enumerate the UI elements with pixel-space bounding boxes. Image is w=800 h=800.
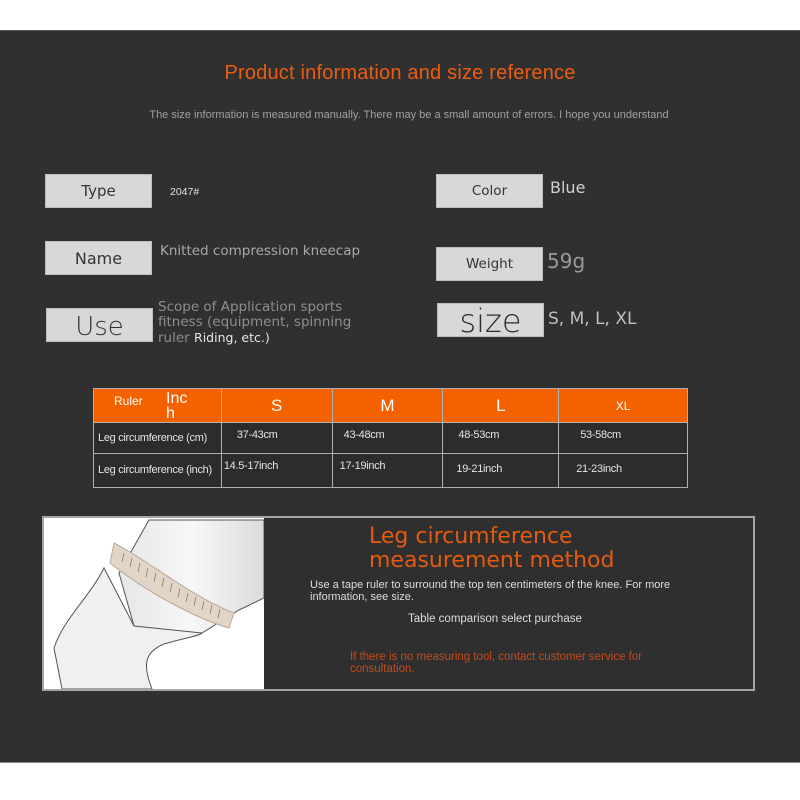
use-label: Use xyxy=(46,308,153,342)
method-title-line2: measurement method xyxy=(369,548,615,573)
cell-s-cm: 37-43cm xyxy=(221,423,332,454)
cell-s-inch: 14.5-17inch xyxy=(221,454,332,488)
method-title-line1: Leg circumference xyxy=(369,524,573,549)
size-value: S, M, L, XL xyxy=(548,309,637,329)
name-value: Knitted compression kneecap xyxy=(160,243,361,259)
method-note: If there is no measuring tool, contact customer service for consultation. xyxy=(350,651,643,675)
table-header-m: M xyxy=(332,389,443,423)
row-label-inch: Leg circumference (inch) xyxy=(94,454,222,488)
page-subtitle: The size information is measured manually. There may be a small amount of errors. I hope you understand xyxy=(149,109,669,121)
row-label-cm: Leg circumference (cm) xyxy=(94,423,222,454)
color-value: Blue xyxy=(550,178,586,197)
type-label: Type xyxy=(45,174,152,208)
page-title: Product information and size reference xyxy=(224,62,576,84)
size-table xyxy=(93,388,688,488)
method-comparison: Table comparison select purchase xyxy=(408,613,582,625)
cell-xl-cm: 53-58cm xyxy=(559,423,688,454)
color-label: Color xyxy=(436,174,543,208)
header-ruler: Ruler xyxy=(114,394,143,408)
knee-tape-icon xyxy=(44,518,264,689)
table-header-l: L xyxy=(443,389,559,423)
weight-value: 59g xyxy=(547,249,586,273)
table-header-xl: XL xyxy=(559,389,688,423)
use-value xyxy=(158,300,358,346)
product-info-panel xyxy=(0,30,800,763)
table-header-s: S xyxy=(221,389,332,423)
cell-m-inch: 17-19inch xyxy=(332,454,443,488)
cell-l-cm: 48-53cm xyxy=(443,423,559,454)
size-label: size xyxy=(437,303,544,337)
name-label: Name xyxy=(45,241,152,275)
measurement-method-box xyxy=(42,516,755,691)
cell-xl-inch: 21-23inch xyxy=(559,454,688,488)
table-row xyxy=(94,454,688,488)
table-row xyxy=(94,423,688,454)
knee-measurement-illustration xyxy=(44,518,264,689)
type-value: 2047# xyxy=(170,186,200,198)
weight-label: Weight xyxy=(436,247,543,281)
cell-m-cm: 43-48cm xyxy=(332,423,443,454)
method-description: Use a tape ruler to surround the top ten centimeters of the knee. For more information, see size. xyxy=(310,579,671,603)
table-header-row xyxy=(94,389,688,423)
header-inch: Inch xyxy=(166,390,188,422)
method-title xyxy=(369,525,614,573)
cell-l-inch: 19-21inch xyxy=(443,454,559,488)
table-header-ruler-inch xyxy=(94,389,222,423)
use-value-riding: Riding, etc.) xyxy=(194,330,270,345)
use-value-text: Scope of Application sports fitness (equipment, spinning ruler xyxy=(158,299,352,346)
